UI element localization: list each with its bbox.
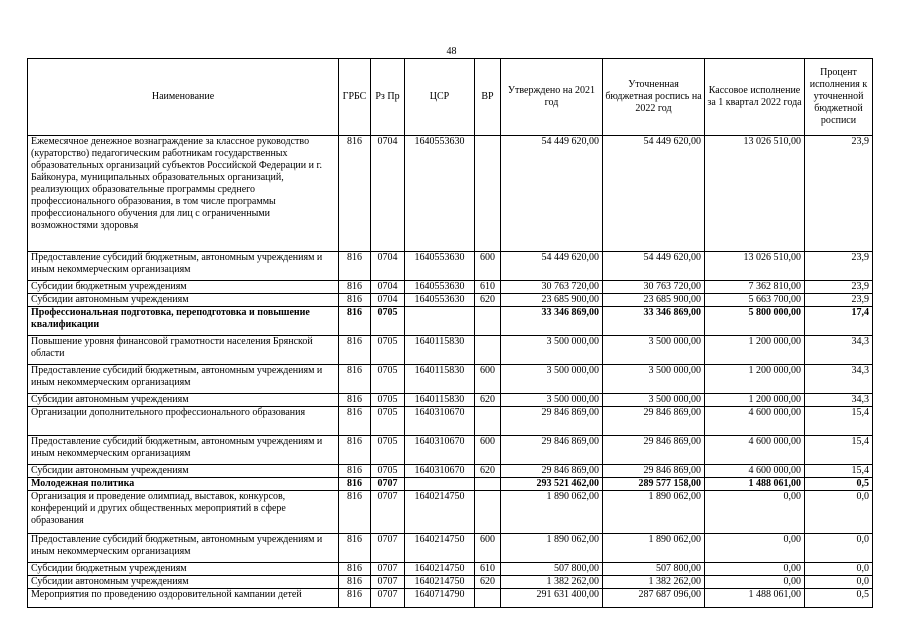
cell-revised: 33 346 869,00 xyxy=(603,307,705,336)
cell-approved: 291 631 400,00 xyxy=(501,589,603,608)
header-grbs: ГРБС xyxy=(339,59,371,136)
cell-csr: 1640115830 xyxy=(405,365,475,394)
table-row xyxy=(28,307,873,336)
cell-approved: 23 685 900,00 xyxy=(501,294,603,307)
cell-rzpr: 0705 xyxy=(371,465,405,478)
cell-grbs: 816 xyxy=(339,534,371,563)
table-row xyxy=(28,394,873,407)
cell-csr xyxy=(405,478,475,491)
cell-percent: 0,0 xyxy=(805,534,873,563)
cell-rzpr: 0705 xyxy=(371,365,405,394)
cell-revised: 507 800,00 xyxy=(603,563,705,576)
cell-grbs: 816 xyxy=(339,407,371,436)
cell-vr xyxy=(475,407,501,436)
cell-grbs: 816 xyxy=(339,136,371,252)
cell-cash: 13 026 510,00 xyxy=(705,252,805,281)
cell-rzpr: 0704 xyxy=(371,281,405,294)
cell-vr xyxy=(475,589,501,608)
cell-csr: 1640115830 xyxy=(405,394,475,407)
cell-cash: 0,00 xyxy=(705,534,805,563)
cell-csr: 1640553630 xyxy=(405,294,475,307)
cell-revised: 287 687 096,00 xyxy=(603,589,705,608)
cell-name: Субсидии бюджетным учреждениям xyxy=(28,563,339,576)
cell-revised: 289 577 158,00 xyxy=(603,478,705,491)
cell-cash: 1 200 000,00 xyxy=(705,336,805,365)
cell-name: Субсидии автономным учреждениям xyxy=(28,465,339,478)
cell-rzpr: 0707 xyxy=(371,563,405,576)
cell-revised: 30 763 720,00 xyxy=(603,281,705,294)
cell-csr xyxy=(405,307,475,336)
cell-approved: 29 846 869,00 xyxy=(501,465,603,478)
cell-name: Предоставление субсидий бюджетным, автономным учреждениям и иным некоммерческим организациям xyxy=(28,252,339,281)
cell-grbs: 816 xyxy=(339,576,371,589)
cell-cash: 4 600 000,00 xyxy=(705,407,805,436)
cell-vr xyxy=(475,136,501,252)
cell-percent: 15,4 xyxy=(805,436,873,465)
cell-grbs: 816 xyxy=(339,589,371,608)
cell-name: Молодежная политика xyxy=(28,478,339,491)
cell-revised: 3 500 000,00 xyxy=(603,336,705,365)
table-row xyxy=(28,336,873,365)
table-row xyxy=(28,407,873,436)
cell-grbs: 816 xyxy=(339,394,371,407)
table-row xyxy=(28,136,873,252)
cell-vr: 620 xyxy=(475,576,501,589)
cell-csr: 1640115830 xyxy=(405,336,475,365)
cell-csr: 1640310670 xyxy=(405,465,475,478)
cell-approved: 33 346 869,00 xyxy=(501,307,603,336)
table-row xyxy=(28,478,873,491)
cell-approved: 54 449 620,00 xyxy=(501,136,603,252)
cell-revised: 29 846 869,00 xyxy=(603,436,705,465)
cell-name: Предоставление субсидий бюджетным, автономным учреждениям и иным некоммерческим организациям xyxy=(28,365,339,394)
cell-percent: 0,5 xyxy=(805,478,873,491)
cell-vr: 600 xyxy=(475,252,501,281)
cell-percent: 15,4 xyxy=(805,465,873,478)
cell-percent: 0,0 xyxy=(805,563,873,576)
cell-vr xyxy=(475,336,501,365)
cell-rzpr: 0704 xyxy=(371,294,405,307)
cell-cash: 1 200 000,00 xyxy=(705,394,805,407)
cell-name: Предоставление субсидий бюджетным, автономным учреждениям и иным некоммерческим организациям xyxy=(28,534,339,563)
cell-percent: 34,3 xyxy=(805,365,873,394)
cell-grbs: 816 xyxy=(339,491,371,534)
cell-cash: 1 488 061,00 xyxy=(705,478,805,491)
cell-revised: 54 449 620,00 xyxy=(603,136,705,252)
cell-percent: 23,9 xyxy=(805,136,873,252)
header-vr: ВР xyxy=(475,59,501,136)
cell-approved: 3 500 000,00 xyxy=(501,365,603,394)
cell-grbs: 816 xyxy=(339,294,371,307)
table-row xyxy=(28,534,873,563)
cell-name: Субсидии автономным учреждениям xyxy=(28,576,339,589)
cell-cash: 1 200 000,00 xyxy=(705,365,805,394)
cell-revised: 1 382 262,00 xyxy=(603,576,705,589)
cell-csr: 1640214750 xyxy=(405,576,475,589)
cell-vr: 620 xyxy=(475,465,501,478)
header-csr: ЦСР xyxy=(405,59,475,136)
cell-cash: 0,00 xyxy=(705,491,805,534)
cell-cash: 0,00 xyxy=(705,563,805,576)
header-rzpr: Рз Пр xyxy=(371,59,405,136)
cell-name: Профессиональная подготовка, переподготовка и повышение квалификации xyxy=(28,307,339,336)
header-revised: Уточненная бюджетная роспись на 2022 год xyxy=(603,59,705,136)
cell-approved: 1 890 062,00 xyxy=(501,491,603,534)
table-row xyxy=(28,281,873,294)
cell-name: Повышение уровня финансовой грамотности населения Брянской области xyxy=(28,336,339,365)
cell-percent: 17,4 xyxy=(805,307,873,336)
cell-cash: 7 362 810,00 xyxy=(705,281,805,294)
cell-rzpr: 0705 xyxy=(371,407,405,436)
header-cash: Кассовое исполнение за 1 квартал 2022 года xyxy=(705,59,805,136)
cell-approved: 1 382 262,00 xyxy=(501,576,603,589)
cell-rzpr: 0707 xyxy=(371,478,405,491)
cell-vr: 600 xyxy=(475,365,501,394)
cell-approved: 293 521 462,00 xyxy=(501,478,603,491)
cell-vr: 600 xyxy=(475,436,501,465)
cell-percent: 34,3 xyxy=(805,394,873,407)
cell-percent: 0,0 xyxy=(805,491,873,534)
table-body xyxy=(28,136,873,608)
cell-vr xyxy=(475,307,501,336)
cell-csr: 1640310670 xyxy=(405,436,475,465)
cell-vr: 610 xyxy=(475,563,501,576)
cell-name: Организация и проведение олимпиад, выставок, конкурсов, конференций и других общественных мероприятий в сфере образования xyxy=(28,491,339,534)
cell-cash: 5 663 700,00 xyxy=(705,294,805,307)
cell-csr: 1640553630 xyxy=(405,252,475,281)
cell-revised: 29 846 869,00 xyxy=(603,407,705,436)
cell-name: Субсидии автономным учреждениям xyxy=(28,294,339,307)
cell-revised: 1 890 062,00 xyxy=(603,534,705,563)
cell-cash: 1 488 061,00 xyxy=(705,589,805,608)
cell-name: Организации дополнительного профессионального образования xyxy=(28,407,339,436)
cell-percent: 0,0 xyxy=(805,576,873,589)
table-row xyxy=(28,365,873,394)
cell-cash: 5 800 000,00 xyxy=(705,307,805,336)
cell-percent: 23,9 xyxy=(805,281,873,294)
cell-approved: 29 846 869,00 xyxy=(501,407,603,436)
cell-grbs: 816 xyxy=(339,281,371,294)
cell-approved: 1 890 062,00 xyxy=(501,534,603,563)
cell-revised: 54 449 620,00 xyxy=(603,252,705,281)
cell-vr xyxy=(475,478,501,491)
header-percent: Процент исполнения к уточненной бюджетной росписи xyxy=(805,59,873,136)
cell-revised: 1 890 062,00 xyxy=(603,491,705,534)
cell-rzpr: 0704 xyxy=(371,252,405,281)
cell-grbs: 816 xyxy=(339,465,371,478)
table-row xyxy=(28,252,873,281)
cell-grbs: 816 xyxy=(339,252,371,281)
cell-vr: 620 xyxy=(475,294,501,307)
cell-revised: 3 500 000,00 xyxy=(603,394,705,407)
cell-grbs: 816 xyxy=(339,478,371,491)
cell-csr: 1640214750 xyxy=(405,563,475,576)
cell-cash: 13 026 510,00 xyxy=(705,136,805,252)
page-number: 48 xyxy=(446,46,457,57)
cell-name: Мероприятия по проведению оздоровительной кампании детей xyxy=(28,589,339,608)
cell-rzpr: 0707 xyxy=(371,534,405,563)
cell-name: Субсидии автономным учреждениям xyxy=(28,394,339,407)
cell-grbs: 816 xyxy=(339,365,371,394)
cell-csr: 1640553630 xyxy=(405,136,475,252)
table-row xyxy=(28,576,873,589)
cell-percent: 23,9 xyxy=(805,252,873,281)
cell-grbs: 816 xyxy=(339,436,371,465)
cell-grbs: 816 xyxy=(339,563,371,576)
table-row xyxy=(28,589,873,608)
cell-name: Предоставление субсидий бюджетным, автономным учреждениям и иным некоммерческим организациям xyxy=(28,436,339,465)
cell-csr: 1640214750 xyxy=(405,491,475,534)
cell-vr: 600 xyxy=(475,534,501,563)
cell-approved: 507 800,00 xyxy=(501,563,603,576)
cell-percent: 0,5 xyxy=(805,589,873,608)
header-approved: Утверждено на 2021 год xyxy=(501,59,603,136)
table-row xyxy=(28,294,873,307)
table-header-row xyxy=(28,59,873,136)
cell-approved: 3 500 000,00 xyxy=(501,336,603,365)
cell-rzpr: 0705 xyxy=(371,336,405,365)
cell-vr: 620 xyxy=(475,394,501,407)
cell-approved: 3 500 000,00 xyxy=(501,394,603,407)
cell-rzpr: 0707 xyxy=(371,491,405,534)
cell-cash: 4 600 000,00 xyxy=(705,436,805,465)
table-row xyxy=(28,465,873,478)
cell-grbs: 816 xyxy=(339,336,371,365)
cell-rzpr: 0707 xyxy=(371,576,405,589)
cell-name: Субсидии бюджетным учреждениям xyxy=(28,281,339,294)
cell-rzpr: 0704 xyxy=(371,136,405,252)
cell-rzpr: 0705 xyxy=(371,394,405,407)
table-row xyxy=(28,563,873,576)
cell-percent: 15,4 xyxy=(805,407,873,436)
cell-grbs: 816 xyxy=(339,307,371,336)
cell-rzpr: 0705 xyxy=(371,307,405,336)
cell-percent: 34,3 xyxy=(805,336,873,365)
cell-rzpr: 0707 xyxy=(371,589,405,608)
cell-csr: 1640553630 xyxy=(405,281,475,294)
cell-vr: 610 xyxy=(475,281,501,294)
header-name: Наименование xyxy=(28,59,339,136)
cell-cash: 4 600 000,00 xyxy=(705,465,805,478)
cell-approved: 54 449 620,00 xyxy=(501,252,603,281)
table-row xyxy=(28,491,873,534)
cell-vr xyxy=(475,491,501,534)
cell-revised: 23 685 900,00 xyxy=(603,294,705,307)
cell-revised: 29 846 869,00 xyxy=(603,465,705,478)
cell-cash: 0,00 xyxy=(705,576,805,589)
cell-name: Ежемесячное денежное вознаграждение за классное руководство (кураторство) педагогическим работникам государственных образовательных организаций субъектов Российской Федерации и г. Байконура, муниципальных образовательных организаций, реализующих образовательные программы среднего профессионального образования, в том числе программы профессионального обучения для лиц с ограниченными возможностями здоровья xyxy=(28,136,339,252)
cell-rzpr: 0705 xyxy=(371,436,405,465)
cell-approved: 29 846 869,00 xyxy=(501,436,603,465)
cell-csr: 1640714790 xyxy=(405,589,475,608)
cell-csr: 1640214750 xyxy=(405,534,475,563)
budget-table xyxy=(27,58,873,608)
cell-csr: 1640310670 xyxy=(405,407,475,436)
table-row xyxy=(28,436,873,465)
cell-approved: 30 763 720,00 xyxy=(501,281,603,294)
cell-percent: 23,9 xyxy=(805,294,873,307)
cell-revised: 3 500 000,00 xyxy=(603,365,705,394)
